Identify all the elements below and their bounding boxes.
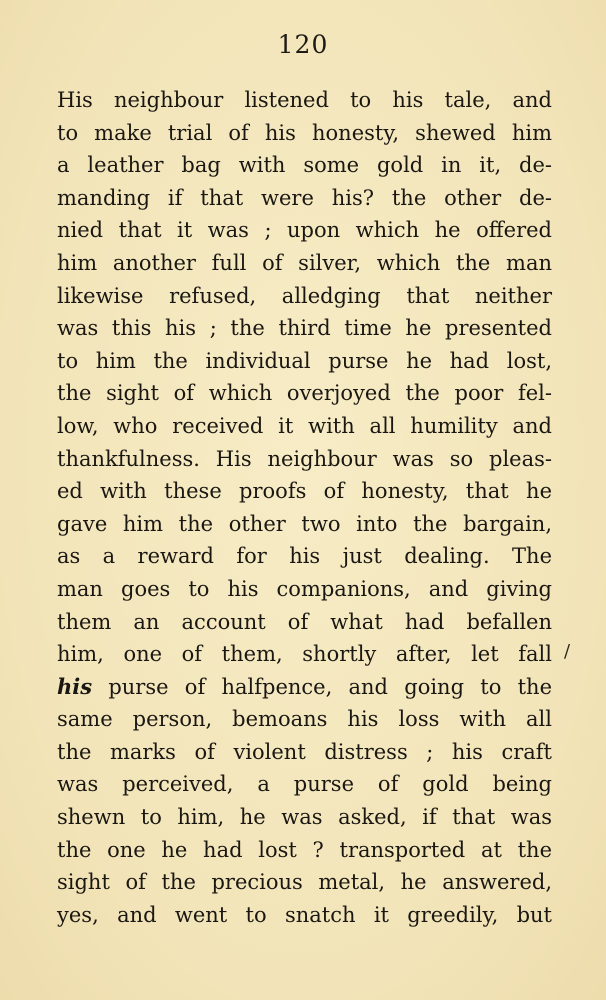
- text-line: gave him the other two into the bargain,: [57, 511, 552, 536]
- page-number: 120: [277, 30, 329, 59]
- text-line: them an account of what had befallen: [57, 609, 552, 634]
- text-line: His neighbour listened to his tale, and: [57, 88, 552, 112]
- text-line: the marks of violent distress ; his craft: [57, 739, 552, 764]
- text-line: thankfulness. His neighbour was so pleas-: [57, 446, 552, 471]
- text-line: to him the individual purse he had lost,: [57, 348, 552, 373]
- text-line: a leather bag with some gold in it, de-: [57, 153, 552, 178]
- text-line: him another full of silver, which the man: [57, 250, 552, 275]
- text-line-italic-start: [57, 671, 552, 704]
- text-line: man goes to his companions, and giving: [57, 576, 552, 601]
- text-line: shewn to him, he was asked, if that was: [57, 805, 552, 830]
- text-line: low, who received it with all humility and: [57, 413, 552, 438]
- margin-mark: /: [564, 641, 571, 662]
- text-line: ed with these proofs of honesty, that he: [57, 479, 552, 504]
- text-line: the sight of which overjoyed the poor fel-: [57, 381, 552, 406]
- text-line: was this his ; the third time he presented: [57, 316, 552, 341]
- text-line: same person, bemoans his loss with all: [57, 707, 552, 732]
- text-line: was perceived, a purse of gold being: [57, 772, 552, 797]
- body-text: [57, 84, 552, 931]
- text-line: yes, and went to snatch it greedily, but: [57, 902, 552, 927]
- italic-word: his: [57, 673, 93, 699]
- text-line: nied that it was ; upon which he offered: [57, 218, 552, 243]
- text-line-rest: purse of halfpence, and going to the: [108, 674, 553, 699]
- text-line: likewise refused, alledging that neither: [57, 283, 552, 308]
- text-line: the one he had lost ? transported at the: [57, 837, 552, 862]
- text-line: to make trial of his honesty, shewed him: [57, 120, 552, 145]
- text-line: sight of the precious metal, he answered,: [57, 870, 552, 895]
- text-line: manding if that were his? the other de-: [57, 185, 552, 210]
- text-line: him, one of them, shortly after, let fall: [57, 642, 552, 667]
- text-line: as a reward for his just dealing. The: [57, 544, 552, 569]
